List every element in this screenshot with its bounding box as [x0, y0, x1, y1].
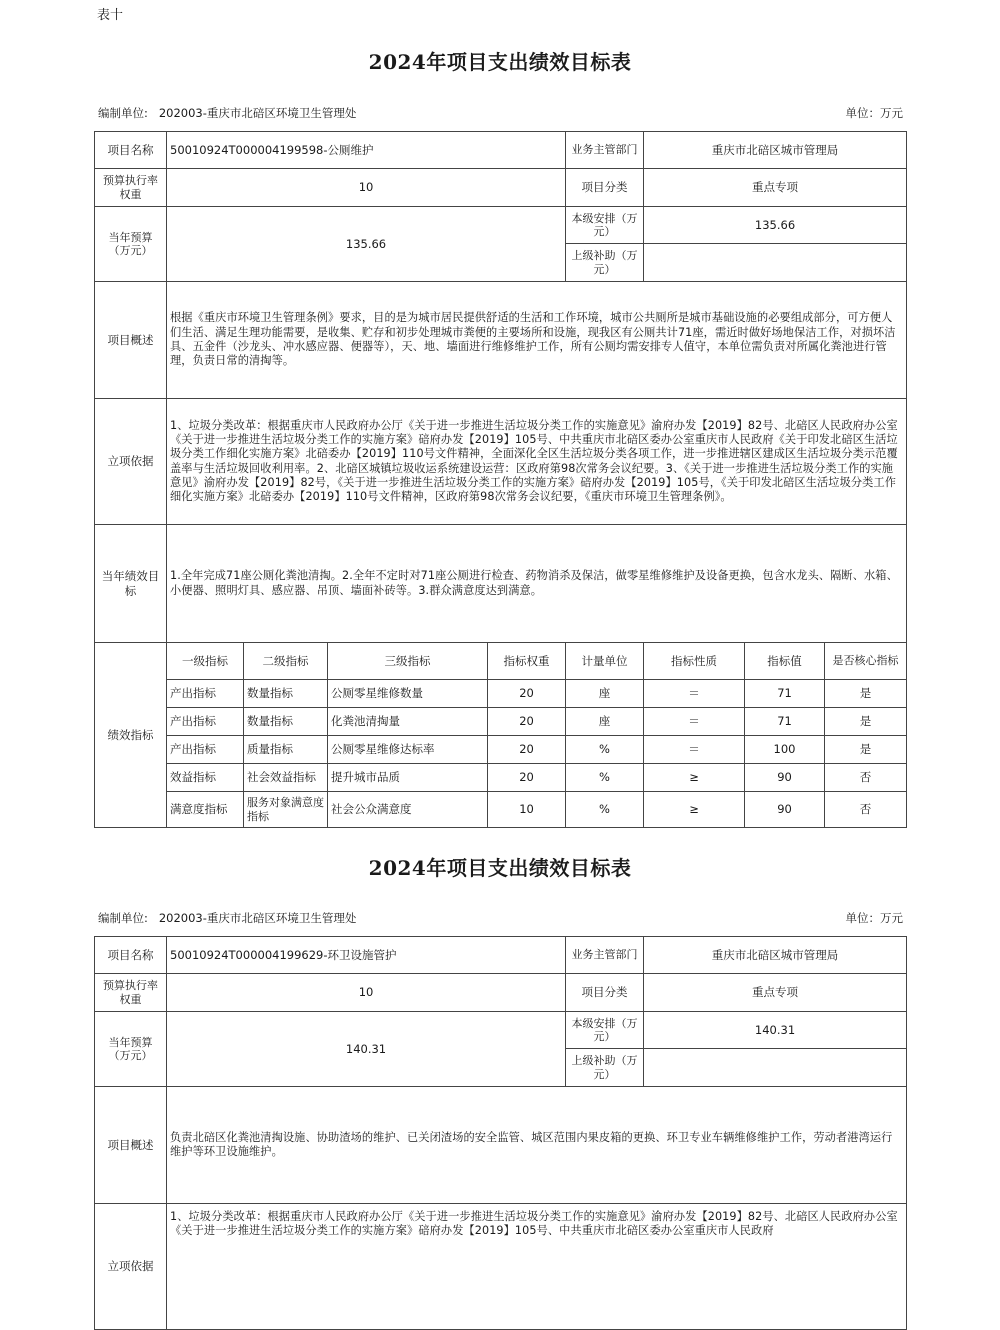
- local-value: 135.66: [644, 207, 907, 244]
- indicators-label: 绩效指标: [95, 643, 167, 828]
- cell-core: 是: [825, 708, 907, 736]
- header-level2: 二级指标: [244, 643, 328, 680]
- header-core: 是否核心指标: [825, 643, 907, 680]
- budget-value: 140.31: [167, 1012, 566, 1087]
- cell-weight: 20: [488, 680, 566, 708]
- cell-value: 90: [745, 764, 825, 792]
- org-label: 编制单位:: [98, 911, 148, 925]
- header-weight: 指标权重: [488, 643, 566, 680]
- cell-level2: 数量指标: [244, 680, 328, 708]
- local-label: 本级安排（万元）: [566, 207, 644, 244]
- org-value: 202003-重庆市北碚区环境卫生管理处: [158, 106, 357, 120]
- budget-label: 当年预算（万元）: [95, 207, 167, 282]
- cell-core: 否: [825, 792, 907, 828]
- cell-weight: 20: [488, 736, 566, 764]
- overview-text: 负责北碚区化粪池清掏设施、协助渣场的维护、已关闭渣场的安全监管、城区范围内果皮箱的更换、环卫专业车辆维修维护工作，劳动者港湾运行维护等环卫设施维护。: [167, 1087, 907, 1204]
- cell-level3: 公厕零星维修达标率: [328, 736, 488, 764]
- performance-table: [94, 131, 907, 828]
- category-label: 项目分类: [566, 974, 644, 1012]
- cell-unit: %: [566, 792, 644, 828]
- superior-label: 上级补助（万元）: [566, 244, 644, 282]
- cell-unit: %: [566, 736, 644, 764]
- org-line: [98, 105, 356, 121]
- budget-label: 当年预算（万元）: [95, 1012, 167, 1087]
- local-value: 140.31: [644, 1012, 907, 1049]
- cell-weight: 20: [488, 708, 566, 736]
- cell-weight: 20: [488, 764, 566, 792]
- local-label: 本级安排（万元）: [566, 1012, 644, 1049]
- performance-table-2: [94, 936, 907, 1330]
- cell-value: 71: [745, 708, 825, 736]
- basis-label: 立项依据: [95, 399, 167, 525]
- cell-level1: 产出指标: [167, 680, 244, 708]
- project-name-value: 50010924T000004199629-环卫设施管护: [167, 937, 566, 974]
- unit-label-2: 单位：万元: [845, 911, 903, 925]
- page-title-2: 2024年项目支出绩效目标表: [368, 856, 632, 880]
- cell-value: 90: [745, 792, 825, 828]
- superior-label: 上级补助（万元）: [566, 1049, 644, 1087]
- cell-level1: 效益指标: [167, 764, 244, 792]
- unit-label: 单位：万元: [845, 106, 903, 120]
- table-row: [95, 792, 907, 828]
- exec-weight-label: 预算执行率权重: [95, 974, 167, 1012]
- dept-label: 业务主管部门: [566, 937, 644, 974]
- header-level3: 三级指标: [328, 643, 488, 680]
- budget-value: 135.66: [167, 207, 566, 282]
- cell-level1: 产出指标: [167, 736, 244, 764]
- header-value: 指标值: [745, 643, 825, 680]
- cell-level2: 社会效益指标: [244, 764, 328, 792]
- overview-label: 项目概述: [95, 282, 167, 399]
- cell-value: 71: [745, 680, 825, 708]
- category-value: 重点专项: [644, 169, 907, 207]
- cell-unit: 座: [566, 708, 644, 736]
- cell-level3: 化粪池清掏量: [328, 708, 488, 736]
- cell-nature: ≥: [644, 764, 745, 792]
- org-value: 202003-重庆市北碚区环境卫生管理处: [158, 911, 357, 925]
- cell-core: 是: [825, 736, 907, 764]
- org-line-2: [98, 910, 356, 926]
- cell-level2: 质量指标: [244, 736, 328, 764]
- exec-weight-value: 10: [167, 169, 566, 207]
- project-name-label: 项目名称: [95, 132, 167, 169]
- superior-value: [644, 1049, 907, 1087]
- cell-unit: 座: [566, 680, 644, 708]
- superior-value: [644, 244, 907, 282]
- cell-nature: ＝: [644, 736, 745, 764]
- header-nature: 指标性质: [644, 643, 745, 680]
- table-row: [95, 764, 907, 792]
- cell-level2: 数量指标: [244, 708, 328, 736]
- basis-text: 1、垃圾分类改革：根据重庆市人民政府办公厅《关于进一步推进生活垃圾分类工作的实施意见》渝府办发【2019】82号、北碚区人民政府办公室《关于进一步推进生活垃圾分类工作的实施方案》碚府办发【2019】105号、中共重庆市北碚区委办公室重庆市人民政府《关于印发北碚区生活垃圾分类工作细化实施方案》北碚委办【2019】110号文件精神，全面深化全区生活垃圾分类各项工作，进一步推进辖区建成区生活垃圾分类示范覆盖率与生活垃圾回收利用率。2、北碚区城镇垃圾收运系统建设运营：区政府第98次常务会议纪要。3、《关于进一步推进生活垃圾分类工作的实施意见》渝府办发【2019】82号，《关于进一步推进生活垃圾分类工作的实施方案》碚府办发【2019】105号，《关于印发北碚区生活垃圾分类工作细化实施方案》北碚委办【2019】110号文件精神，区政府第98次常务会议纪要，《重庆市环境卫生管理条例》。: [167, 399, 907, 525]
- page-title: 2024年项目支出绩效目标表: [368, 50, 632, 74]
- cell-level3: 提升城市品质: [328, 764, 488, 792]
- table-row: [95, 680, 907, 708]
- basis-text: 1、垃圾分类改革：根据重庆市人民政府办公厅《关于进一步推进生活垃圾分类工作的实施意见》渝府办发【2019】82号、北碚区人民政府办公室《关于进一步推进生活垃圾分类工作的实施方案》碚府办发【2019】105号、中共重庆市北碚区委办公室重庆市人民政府: [167, 1204, 907, 1330]
- cell-level1: 满意度指标: [167, 792, 244, 828]
- header-unit: 计量单位: [566, 643, 644, 680]
- cell-core: 是: [825, 680, 907, 708]
- cell-core: 否: [825, 764, 907, 792]
- header-level1: 一级指标: [167, 643, 244, 680]
- goal-text: 1.全年完成71座公厕化粪池清掏。2.全年不定时对71座公厕进行检查、药物消杀及保洁，做零星维修维护及设备更换，包含水龙头、隔断、水箱、小便器、照明灯具、感应器、吊顶、墙面补砖等。3.群众满意度达到满意。: [167, 525, 907, 643]
- cell-nature: ＝: [644, 680, 745, 708]
- category-label: 项目分类: [566, 169, 644, 207]
- dept-value: 重庆市北碚区城市管理局: [644, 937, 907, 974]
- org-label: 编制单位:: [98, 106, 148, 120]
- project-name-label: 项目名称: [95, 937, 167, 974]
- cell-level2: 服务对象满意度指标: [244, 792, 328, 828]
- cell-level3: 公厕零星维修数量: [328, 680, 488, 708]
- dept-label: 业务主管部门: [566, 132, 644, 169]
- table-number-label: 表十: [97, 8, 124, 23]
- goal-label: 当年绩效目标: [95, 525, 167, 643]
- cell-value: 100: [745, 736, 825, 764]
- cell-level1: 产出指标: [167, 708, 244, 736]
- cell-weight: 10: [488, 792, 566, 828]
- basis-label: 立项依据: [95, 1204, 167, 1330]
- table-2-viewport: [0, 936, 1000, 1274]
- dept-value: 重庆市北碚区城市管理局: [644, 132, 907, 169]
- project-name-value: 50010924T000004199598-公厕维护: [167, 132, 566, 169]
- cell-nature: ≥: [644, 792, 745, 828]
- overview-label: 项目概述: [95, 1087, 167, 1204]
- category-value: 重点专项: [644, 974, 907, 1012]
- overview-text: 根据《重庆市环境卫生管理条例》要求，目的是为城市居民提供舒适的生活和工作环境，城市公共厕所是城市基础设施的必要组成部分，可方便人们生活、满足生理功能需要，是收集、贮存和初步处理城市粪便的主要场所和设施，现我区有公厕共计71座，需近时做好场地保洁工作，对损坏洁具、五金件（沙龙头、冲水感应器、便器等），天、地、墙面进行维修维护工作，所有公厕均需安排专人值守，本单位需负责对所属化粪池进行管理，负责日常的清掏等。: [167, 282, 907, 399]
- cell-unit: %: [566, 764, 644, 792]
- exec-weight-label: 预算执行率权重: [95, 169, 167, 207]
- table-row: [95, 708, 907, 736]
- exec-weight-value: 10: [167, 974, 566, 1012]
- cell-level3: 社会公众满意度: [328, 792, 488, 828]
- table-row: [95, 736, 907, 764]
- cell-nature: ＝: [644, 708, 745, 736]
